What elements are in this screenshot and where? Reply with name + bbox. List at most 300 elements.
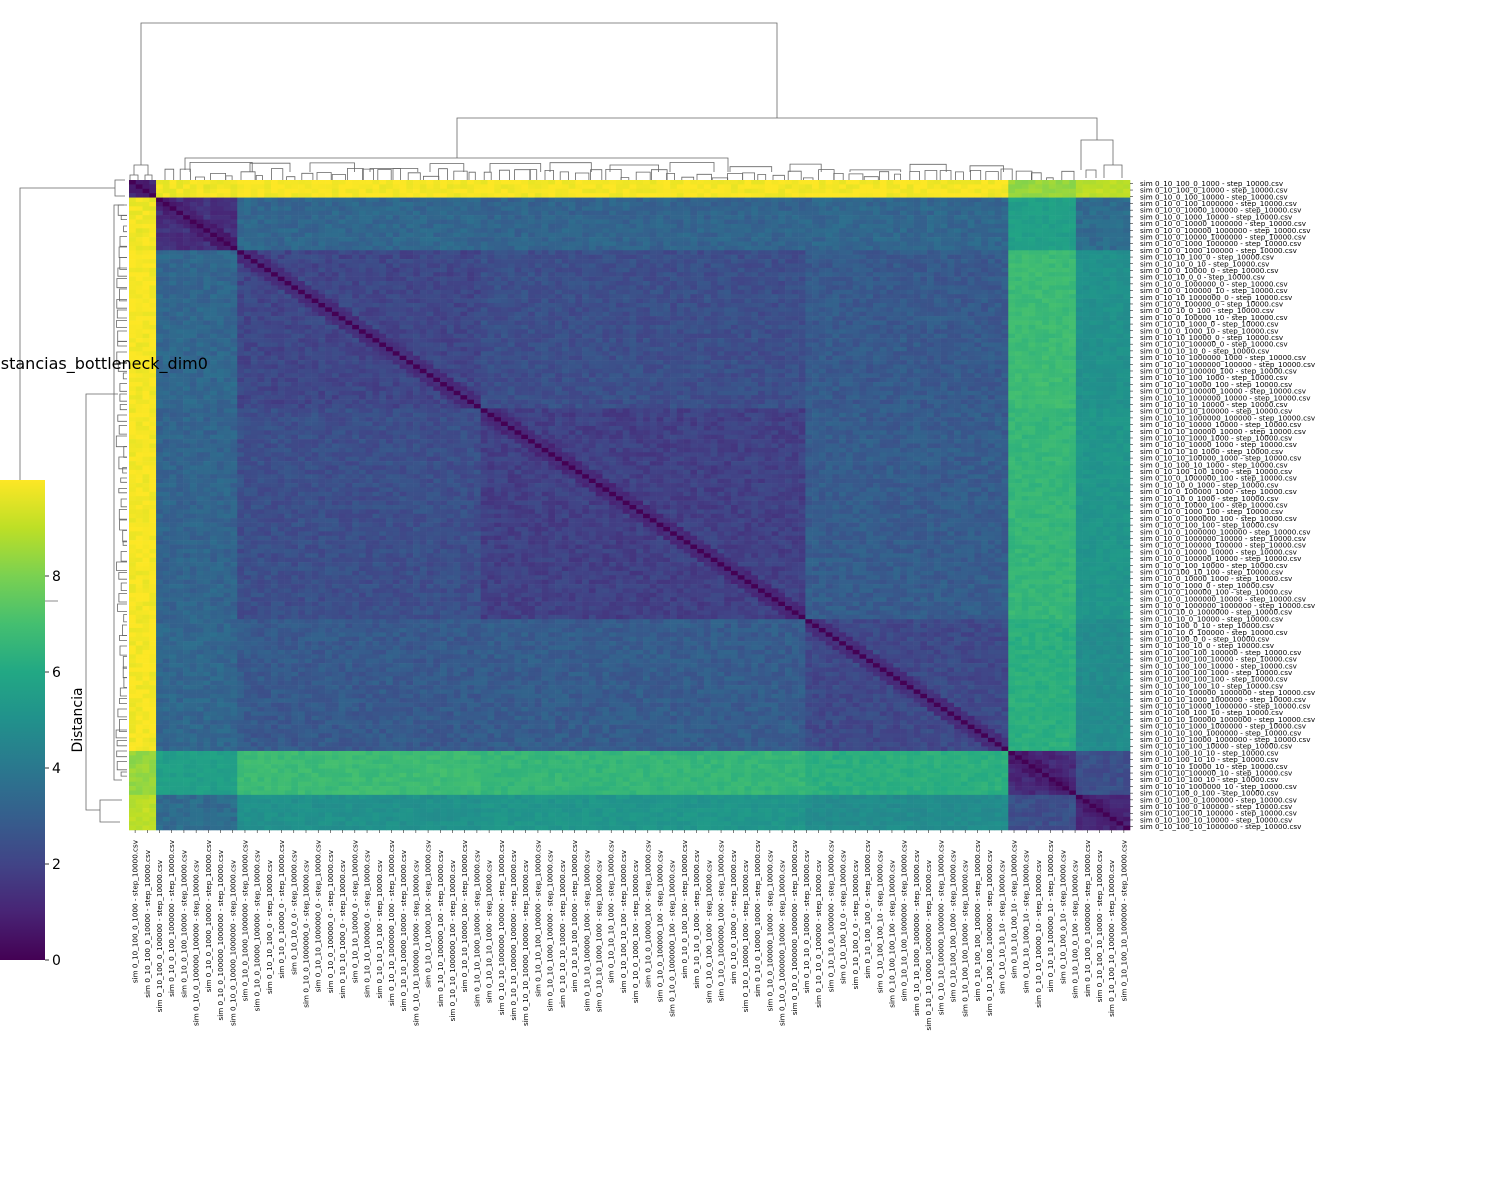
heatmap-cell (778, 272, 785, 277)
heatmap-cell (237, 290, 244, 295)
heatmap-cell (1083, 259, 1090, 264)
heatmap-cell (1008, 189, 1015, 194)
heatmap-cell (420, 281, 427, 286)
heatmap-cell (460, 255, 467, 260)
heatmap-cell (1076, 224, 1083, 229)
heatmap-cell (758, 237, 765, 242)
heatmap-cell (224, 321, 231, 326)
heatmap-cell (968, 316, 975, 321)
heatmap-cell (420, 198, 427, 203)
heatmap-cell (839, 250, 846, 255)
dendrogram-link (788, 171, 801, 180)
heatmap-cell (684, 307, 691, 312)
heatmap-cell (555, 294, 562, 299)
heatmap-cell (805, 299, 812, 304)
heatmap-cell (318, 307, 325, 312)
heatmap-cell (203, 303, 210, 308)
heatmap-cell (690, 294, 697, 299)
heatmap-cell (630, 184, 637, 189)
heatmap-cell (1083, 316, 1090, 321)
heatmap-cell (914, 246, 921, 251)
heatmap-cell (467, 285, 474, 290)
heatmap-cell (447, 246, 454, 251)
heatmap-cell (291, 294, 298, 299)
heatmap-cell (129, 259, 136, 264)
heatmap-cell (1008, 277, 1015, 282)
heatmap-cell (630, 281, 637, 286)
heatmap-cell (217, 233, 224, 238)
heatmap-cell (271, 316, 278, 321)
heatmap-cell (744, 290, 751, 295)
heatmap-cell (501, 312, 508, 317)
heatmap-cell (217, 303, 224, 308)
heatmap-cell (312, 281, 319, 286)
heatmap-cell (1035, 202, 1042, 207)
heatmap-cell (846, 233, 853, 238)
heatmap-cell (393, 184, 400, 189)
heatmap-cell (974, 312, 981, 317)
heatmap-cell (941, 303, 948, 308)
dendrogram-link (1016, 171, 1032, 180)
heatmap-cell (528, 294, 535, 299)
heatmap-cell (772, 321, 779, 326)
heatmap-cell (1049, 198, 1056, 203)
heatmap-cell (1008, 285, 1015, 290)
heatmap-cell (974, 268, 981, 273)
heatmap-cell (285, 220, 292, 225)
heatmap-cell (332, 189, 339, 194)
heatmap-cell (974, 285, 981, 290)
heatmap-cell (873, 281, 880, 286)
heatmap-cell (1042, 202, 1049, 207)
heatmap-cell (981, 206, 988, 211)
heatmap-cell (643, 316, 650, 321)
heatmap-cell (217, 312, 224, 317)
heatmap-cell (812, 211, 819, 216)
heatmap-cell (237, 294, 244, 299)
heatmap-cell (805, 193, 812, 198)
heatmap-cell (163, 193, 170, 198)
heatmap-cell (711, 228, 718, 233)
heatmap-cell (1110, 228, 1117, 233)
heatmap-cell (961, 255, 968, 260)
heatmap-cell (258, 224, 265, 229)
heatmap-cell (812, 241, 819, 246)
heatmap-cell (325, 263, 332, 268)
heatmap-cell (1035, 228, 1042, 233)
heatmap-cell (258, 294, 265, 299)
heatmap-cell (663, 215, 670, 220)
heatmap-cell (1056, 224, 1063, 229)
heatmap-cell (575, 268, 582, 273)
heatmap-cell (630, 272, 637, 277)
heatmap-cell (1062, 285, 1069, 290)
heatmap-cell (1062, 184, 1069, 189)
heatmap-cell (677, 198, 684, 203)
heatmap-cell (339, 224, 346, 229)
heatmap-cell (535, 224, 542, 229)
heatmap-cell (914, 294, 921, 299)
heatmap-cell (149, 198, 156, 203)
heatmap-cell (305, 312, 312, 317)
heatmap-cell (190, 294, 197, 299)
heatmap-cell (325, 184, 332, 189)
heatmap-cell (386, 215, 393, 220)
heatmap-cell (258, 241, 265, 246)
heatmap-cell (717, 290, 724, 295)
heatmap-cell (535, 312, 542, 317)
heatmap-cell (799, 250, 806, 255)
heatmap-cell (684, 206, 691, 211)
heatmap-cell (258, 246, 265, 251)
heatmap-cell (630, 228, 637, 233)
heatmap-cell (731, 294, 738, 299)
heatmap-cell (1029, 285, 1036, 290)
heatmap-cell (1110, 277, 1117, 282)
heatmap-cell (630, 250, 637, 255)
heatmap-cell (812, 250, 819, 255)
heatmap-cell (974, 246, 981, 251)
heatmap-cell (866, 198, 873, 203)
heatmap-cell (305, 268, 312, 273)
heatmap-cell (941, 246, 948, 251)
heatmap-cell (1001, 193, 1008, 198)
heatmap-cell (467, 180, 474, 185)
heatmap-cell (853, 233, 860, 238)
heatmap-cell (927, 303, 934, 308)
heatmap-cell (731, 241, 738, 246)
heatmap-cell (839, 299, 846, 304)
heatmap-cell (724, 259, 731, 264)
heatmap-cell (819, 277, 826, 282)
heatmap-cell (528, 303, 535, 308)
heatmap-cell (129, 220, 136, 225)
heatmap-cell (156, 180, 163, 185)
heatmap-cell (900, 285, 907, 290)
heatmap-cell (393, 250, 400, 255)
heatmap-cell (379, 206, 386, 211)
heatmap-cell (1022, 277, 1029, 282)
heatmap-cell (312, 263, 319, 268)
heatmap-cell (1083, 294, 1090, 299)
heatmap-cell (961, 206, 968, 211)
heatmap-cell (582, 272, 589, 277)
heatmap-cell (569, 259, 576, 264)
heatmap-cell (1123, 277, 1130, 282)
heatmap-cell (582, 224, 589, 229)
heatmap-cell (934, 255, 941, 260)
heatmap-cell (744, 312, 751, 317)
heatmap-cell (460, 263, 467, 268)
heatmap-cell (264, 180, 271, 185)
heatmap-cell (285, 281, 292, 286)
heatmap-cell (210, 263, 217, 268)
heatmap-cell (332, 233, 339, 238)
heatmap-cell (650, 277, 657, 282)
heatmap-cell (156, 215, 163, 220)
heatmap-cell (887, 180, 894, 185)
heatmap-cell (217, 211, 224, 216)
dendrogram-link (115, 180, 125, 196)
heatmap-cell (684, 303, 691, 308)
heatmap-cell (575, 285, 582, 290)
heatmap-cell (217, 272, 224, 277)
heatmap-cell (785, 206, 792, 211)
heatmap-cell (136, 299, 143, 304)
heatmap-cell (285, 233, 292, 238)
heatmap-cell (704, 246, 711, 251)
heatmap-cell (582, 263, 589, 268)
heatmap-cell (657, 263, 664, 268)
heatmap-cell (1110, 294, 1117, 299)
heatmap-cell (467, 228, 474, 233)
heatmap-cell (210, 250, 217, 255)
heatmap-cell (345, 263, 352, 268)
heatmap-cell (839, 263, 846, 268)
heatmap-cell (129, 224, 136, 229)
heatmap-cell (515, 268, 522, 273)
heatmap-cell (954, 184, 961, 189)
heatmap-cell (1001, 189, 1008, 194)
heatmap-cell (258, 321, 265, 326)
heatmap-cell (1015, 228, 1022, 233)
dendrogram-link (879, 172, 888, 180)
heatmap-cell (704, 255, 711, 260)
heatmap-cell (866, 259, 873, 264)
heatmap-cell (630, 321, 637, 326)
heatmap-cell (893, 180, 900, 185)
heatmap-cell (237, 202, 244, 207)
heatmap-cell (183, 255, 190, 260)
heatmap-cell (826, 246, 833, 251)
heatmap-cell (887, 206, 894, 211)
heatmap-cell (616, 299, 623, 304)
heatmap-cell (1042, 246, 1049, 251)
heatmap-cell (575, 215, 582, 220)
heatmap-cell (1042, 299, 1049, 304)
heatmap-cell (440, 250, 447, 255)
heatmap-cell (278, 206, 285, 211)
heatmap-cell (129, 263, 136, 268)
heatmap-cell (481, 206, 488, 211)
heatmap-cell (988, 268, 995, 273)
heatmap-cell (717, 277, 724, 282)
heatmap-cell (352, 290, 359, 295)
heatmap-cell (494, 237, 501, 242)
heatmap-cell (616, 285, 623, 290)
heatmap-cell (427, 180, 434, 185)
heatmap-cell (345, 321, 352, 326)
heatmap-cell (433, 285, 440, 290)
heatmap-cell (298, 312, 305, 317)
heatmap-cell (467, 307, 474, 312)
heatmap-cell (941, 233, 948, 238)
heatmap-cell (623, 316, 630, 321)
heatmap-cell (352, 250, 359, 255)
heatmap-cell (386, 198, 393, 203)
heatmap-cell (799, 290, 806, 295)
heatmap-cell (515, 303, 522, 308)
heatmap-cell (812, 202, 819, 207)
heatmap-cell (832, 263, 839, 268)
heatmap-cell (1096, 263, 1103, 268)
dendrogram-link (408, 173, 420, 180)
heatmap-cell (413, 206, 420, 211)
heatmap-cell (352, 198, 359, 203)
heatmap-cell (372, 277, 379, 282)
heatmap-cell (1089, 294, 1096, 299)
heatmap-cell (596, 220, 603, 225)
heatmap-cell (481, 255, 488, 260)
heatmap-cell (785, 268, 792, 273)
heatmap-cell (460, 246, 467, 251)
heatmap-cell (920, 228, 927, 233)
heatmap-cell (427, 290, 434, 295)
heatmap-cell (203, 316, 210, 321)
heatmap-cell (623, 277, 630, 282)
heatmap-cell (839, 220, 846, 225)
heatmap-cell (961, 316, 968, 321)
heatmap-cell (751, 303, 758, 308)
heatmap-cell (920, 303, 927, 308)
heatmap-cell (1015, 233, 1022, 238)
heatmap-cell (778, 246, 785, 251)
heatmap-cell (183, 303, 190, 308)
heatmap-cell (291, 206, 298, 211)
heatmap-cell (974, 241, 981, 246)
heatmap-cell (440, 281, 447, 286)
heatmap-cell (704, 180, 711, 185)
heatmap-cell (1056, 281, 1063, 286)
heatmap-cell (859, 241, 866, 246)
heatmap-cell (981, 263, 988, 268)
heatmap-cell (1069, 206, 1076, 211)
heatmap-cell (555, 303, 562, 308)
heatmap-cell (947, 299, 954, 304)
heatmap-cell (663, 233, 670, 238)
heatmap-cell (230, 189, 237, 194)
heatmap-cell (778, 233, 785, 238)
heatmap-cell (156, 224, 163, 229)
heatmap-cell (1096, 246, 1103, 251)
heatmap-cell (481, 272, 488, 277)
heatmap-cell (1076, 281, 1083, 286)
heatmap-cell (136, 272, 143, 277)
heatmap-cell (271, 233, 278, 238)
heatmap-cell (1089, 206, 1096, 211)
heatmap-cell (298, 241, 305, 246)
heatmap-cell (474, 202, 481, 207)
heatmap-cell (792, 237, 799, 242)
heatmap-cell (1001, 215, 1008, 220)
heatmap-cell (609, 259, 616, 264)
heatmap-cell (210, 224, 217, 229)
heatmap-cell (312, 215, 319, 220)
heatmap-cell (765, 250, 772, 255)
heatmap-cell (582, 220, 589, 225)
heatmap-cell (352, 189, 359, 194)
dendrogram-link (332, 175, 345, 181)
heatmap-cell (427, 281, 434, 286)
heatmap-cell (562, 198, 569, 203)
heatmap-cell (494, 228, 501, 233)
heatmap-cell (291, 241, 298, 246)
heatmap-cell (1076, 285, 1083, 290)
heatmap-cell (805, 246, 812, 251)
heatmap-cell (285, 268, 292, 273)
heatmap-cell (643, 198, 650, 203)
heatmap-cell (981, 268, 988, 273)
heatmap-cell (846, 255, 853, 260)
heatmap-cell (1022, 224, 1029, 229)
heatmap-cell (271, 215, 278, 220)
heatmap-cell (724, 220, 731, 225)
heatmap-cell (947, 237, 954, 242)
heatmap-cell (663, 220, 670, 225)
heatmap-cell (866, 285, 873, 290)
heatmap-cell (433, 237, 440, 242)
heatmap-cell (494, 316, 501, 321)
heatmap-cell (785, 220, 792, 225)
heatmap-cell (190, 285, 197, 290)
heatmap-cell (562, 189, 569, 194)
heatmap-cell (1116, 303, 1123, 308)
heatmap-cell (366, 299, 373, 304)
heatmap-cell (758, 180, 765, 185)
heatmap-cell (1076, 220, 1083, 225)
heatmap-cell (1116, 184, 1123, 189)
heatmap-cell (1029, 268, 1036, 273)
heatmap-cell (778, 263, 785, 268)
heatmap-cell (1116, 307, 1123, 312)
heatmap-cell (555, 202, 562, 207)
heatmap-cell (670, 189, 677, 194)
heatmap-cell (724, 272, 731, 277)
heatmap-cell (210, 237, 217, 242)
heatmap-cell (616, 215, 623, 220)
heatmap-cell (968, 285, 975, 290)
heatmap-cell (197, 237, 204, 242)
heatmap-cell (826, 180, 833, 185)
heatmap-cell (1062, 290, 1069, 295)
heatmap-cell (210, 233, 217, 238)
heatmap-cell (217, 241, 224, 246)
heatmap-cell (386, 224, 393, 229)
heatmap-cell (1001, 220, 1008, 225)
heatmap-cell (636, 220, 643, 225)
heatmap-cell (197, 228, 204, 233)
heatmap-cell (1096, 290, 1103, 295)
heatmap-cell (1103, 193, 1110, 198)
heatmap-cell (954, 202, 961, 207)
heatmap-cell (163, 250, 170, 255)
heatmap-cell (1029, 202, 1036, 207)
heatmap-cell (176, 193, 183, 198)
heatmap-cell (1062, 307, 1069, 312)
heatmap-cell (1056, 285, 1063, 290)
heatmap-cell (230, 193, 237, 198)
heatmap-cell (880, 180, 887, 185)
heatmap-cell (393, 241, 400, 246)
heatmap-cell (988, 237, 995, 242)
heatmap-cell (704, 312, 711, 317)
heatmap-cell (1001, 263, 1008, 268)
heatmap-cell (143, 263, 150, 268)
heatmap-cell (893, 220, 900, 225)
heatmap-cell (582, 316, 589, 321)
heatmap-cell (1103, 263, 1110, 268)
heatmap-cell (853, 281, 860, 286)
